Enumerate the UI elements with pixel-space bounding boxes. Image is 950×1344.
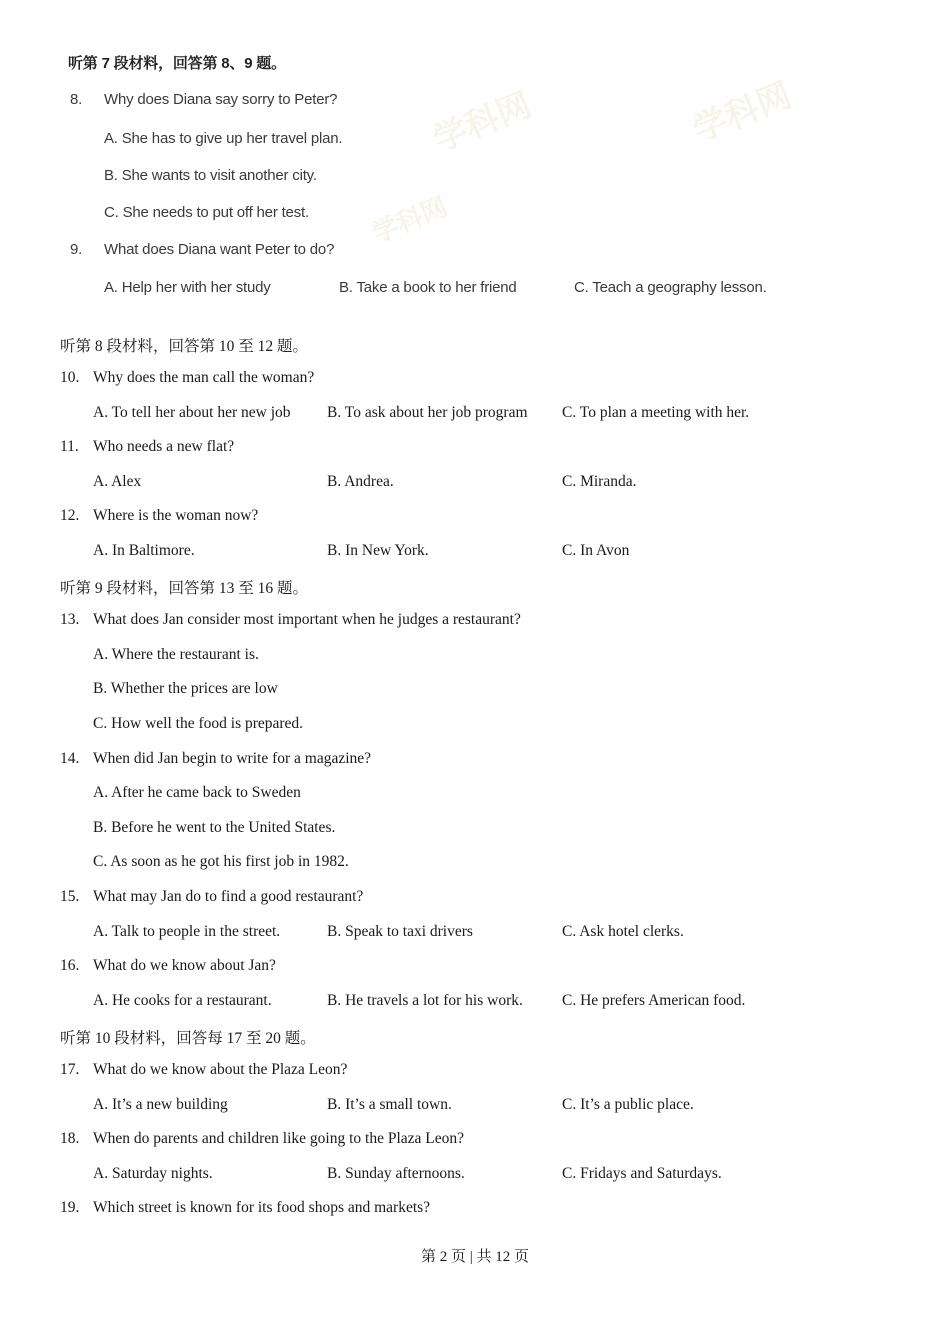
question-number: 19.	[60, 1199, 80, 1216]
section-heading-10: 听第 10 段材料，回答每 17 至 20 题。	[60, 1030, 316, 1047]
option-18a: A. Saturday nights.	[93, 1165, 213, 1182]
question-number: 18.	[60, 1130, 80, 1147]
watermark-logo: 学科网	[427, 85, 538, 161]
option-9b: B. Take a book to her friend	[339, 279, 517, 296]
question-number: 12.	[60, 507, 80, 524]
question-17	[60, 1061, 347, 1079]
option-17a: A. It’s a new building	[93, 1096, 228, 1113]
option-17c: C. It’s a public place.	[562, 1096, 694, 1113]
option-9a: A. Help her with her study	[104, 279, 271, 296]
question-text: What do we know about Jan?	[93, 957, 276, 974]
option-12c: C. In Avon	[562, 542, 630, 559]
question-text: What does Jan consider most important when he judges a restaurant?	[93, 611, 521, 628]
option-16a: A. He cooks for a restaurant.	[93, 992, 272, 1009]
question-number: 17.	[60, 1061, 80, 1078]
section-heading-8: 听第 8 段材料，回答第 10 至 12 题。	[60, 338, 309, 355]
option-8b: B. She wants to visit another city.	[104, 167, 317, 184]
question-18	[60, 1130, 464, 1148]
option-12a: A. In Baltimore.	[93, 542, 195, 559]
question-text: Which street is known for its food shops and markets?	[93, 1199, 431, 1216]
watermark-logo: 学科网	[368, 192, 452, 250]
page-footer: 第 2 页 | 共 12 页	[420, 1249, 529, 1265]
option-13b: B. Whether the prices are low	[93, 680, 278, 697]
question-text: What do we know about the Plaza Leon?	[93, 1061, 348, 1078]
question-number: 16.	[60, 957, 80, 974]
section-heading-7: 听第 7 段材料，回答第 8、9 题。	[68, 55, 286, 72]
question-text: When did Jan begin to write for a magazine?	[93, 750, 372, 767]
option-13c: C. How well the food is prepared.	[93, 715, 304, 732]
question-text: Why does Diana say sorry to Peter?	[104, 91, 338, 108]
option-11b: B. Andrea.	[327, 473, 394, 490]
question-19	[60, 1199, 430, 1217]
option-16c: C. He prefers American food.	[562, 992, 746, 1009]
question-11	[60, 438, 234, 456]
option-15a: A. Talk to people in the street.	[93, 923, 281, 940]
question-13	[60, 611, 521, 629]
question-number: 8.	[70, 91, 83, 108]
option-9c: C. Teach a geography lesson.	[574, 279, 767, 296]
watermark-logo: 学科网	[687, 75, 798, 151]
option-15c: C. Ask hotel clerks.	[562, 923, 684, 940]
question-number: 15.	[60, 888, 80, 905]
question-8	[70, 91, 337, 108]
option-8c: C. She needs to put off her test.	[104, 204, 309, 221]
question-14	[60, 750, 371, 768]
question-16	[60, 957, 276, 975]
option-12b: B. In New York.	[327, 542, 429, 559]
option-8a: A. She has to give up her travel plan.	[104, 130, 343, 147]
question-number: 11.	[60, 438, 79, 455]
option-11c: C. Miranda.	[562, 473, 637, 490]
question-number: 14.	[60, 750, 80, 767]
option-18c: C. Fridays and Saturdays.	[562, 1165, 722, 1182]
question-number: 10.	[60, 369, 80, 386]
question-number: 13.	[60, 611, 80, 628]
option-10b: B. To ask about her job program	[327, 404, 528, 421]
option-16b: B. He travels a lot for his work.	[327, 992, 523, 1009]
option-14c: C. As soon as he got his first job in 1982.	[93, 853, 349, 870]
option-13a: A. Where the restaurant is.	[93, 646, 259, 663]
question-number: 9.	[70, 241, 83, 258]
option-17b: B. It’s a small town.	[327, 1096, 452, 1113]
question-9	[70, 241, 334, 258]
question-15	[60, 888, 363, 906]
question-text: When do parents and children like going to the Plaza Leon?	[93, 1130, 465, 1147]
option-11a: A. Alex	[93, 473, 142, 490]
question-text: Why does the man call the woman?	[93, 369, 315, 386]
option-18b: B. Sunday afternoons.	[327, 1165, 465, 1182]
section-heading-9: 听第 9 段材料，回答第 13 至 16 题。	[60, 580, 309, 597]
option-10c: C. To plan a meeting with her.	[562, 404, 750, 421]
question-12	[60, 507, 258, 525]
question-text: Where is the woman now?	[93, 507, 259, 524]
question-text: What may Jan do to find a good restaurant?	[93, 888, 364, 905]
option-10a: A. To tell her about her new job	[93, 404, 291, 421]
question-text: Who needs a new flat?	[93, 438, 235, 455]
option-14b: B. Before he went to the United States.	[93, 819, 336, 836]
question-10	[60, 369, 314, 387]
option-14a: A. After he came back to Sweden	[93, 784, 301, 801]
question-text: What does Diana want Peter to do?	[104, 241, 335, 258]
option-15b: B. Speak to taxi drivers	[327, 923, 473, 940]
